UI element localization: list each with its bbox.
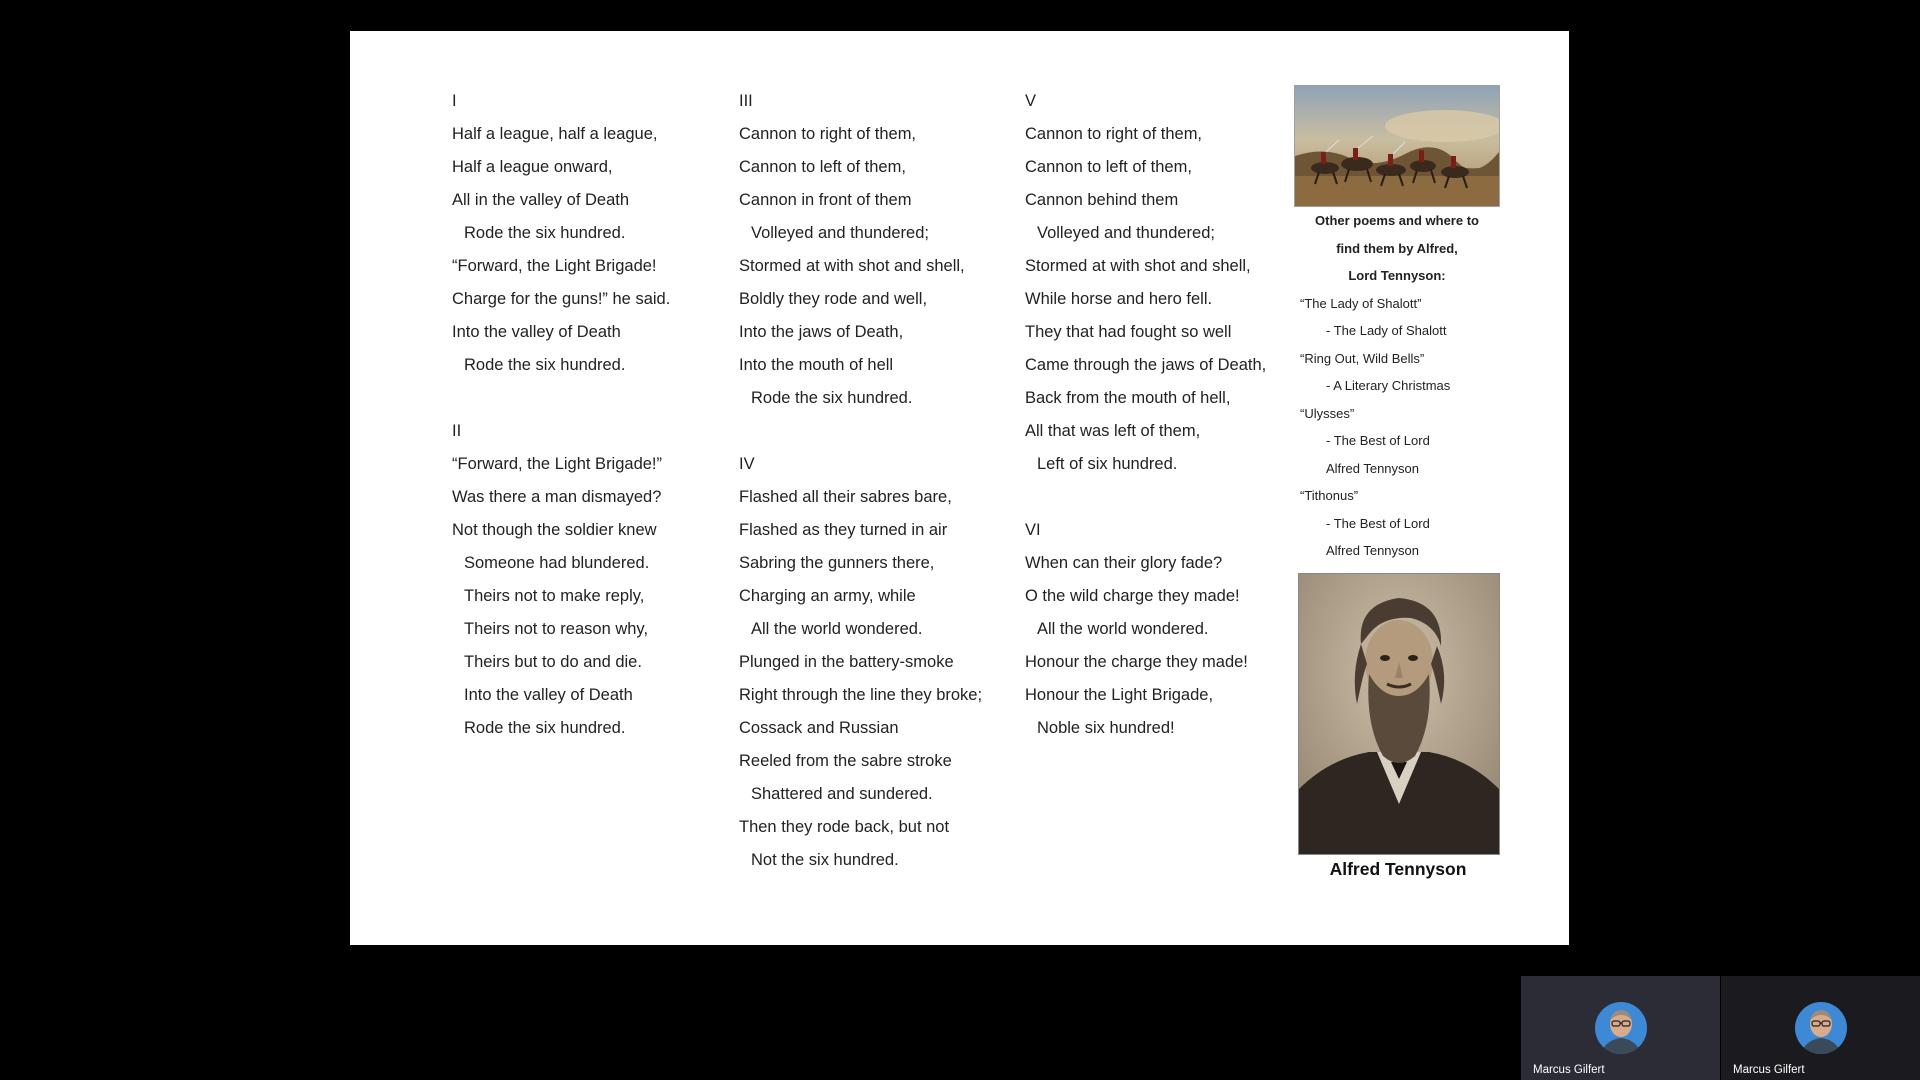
poem-line: Not though the soldier knew — [452, 521, 657, 539]
poem-line: VI — [1025, 521, 1041, 539]
poem-source: Alfred Tennyson — [1326, 460, 1419, 476]
poem-line: Flashed all their sabres bare, — [739, 488, 952, 506]
sidebar-poem-list — [1292, 290, 1502, 565]
poem-line: Stormed at with shot and shell, — [739, 257, 965, 275]
other-poems-sidebar — [1292, 207, 1502, 565]
shared-slide — [350, 31, 1569, 945]
participant-tile[interactable] — [1721, 976, 1920, 1080]
participant-name: Marcus Gilfert — [1733, 1064, 1805, 1076]
poem-title: “The Lady of Shalott” — [1300, 295, 1422, 311]
stanza-gap — [1025, 481, 1266, 514]
poem-line: Into the valley of Death — [452, 323, 621, 341]
sidebar-heading-line: Other poems and where to — [1315, 213, 1479, 228]
poem-line: Left of six hundred. — [1037, 455, 1178, 473]
poem-line: Then they rode back, but not — [739, 818, 950, 836]
poem-source: - The Best of Lord — [1326, 433, 1430, 448]
stanza-gap — [739, 415, 982, 448]
participant-tile[interactable] — [1521, 976, 1720, 1080]
poem-line: I — [452, 92, 457, 110]
participant-avatar — [1795, 1002, 1847, 1054]
poem-line: Half a league, half a league, — [452, 125, 658, 143]
sidebar-heading-line: Lord Tennyson: — [1348, 268, 1446, 283]
poem-line: Theirs not to reason why, — [464, 620, 649, 638]
poem-line: All the world wondered. — [1037, 620, 1209, 638]
poem-line: Charging an army, while — [739, 587, 916, 605]
poem-source: Alfred Tennyson — [1326, 543, 1419, 558]
poem-line: Flashed as they turned in air — [739, 521, 948, 539]
poem-line: IV — [739, 455, 755, 473]
poem-line: Not the six hundred. — [751, 851, 899, 869]
poem-line: Into the valley of Death — [464, 686, 633, 704]
poem-line: Into the mouth of hell — [739, 356, 894, 374]
poem-line: Theirs but to do and die. — [464, 653, 642, 671]
poem-line: O the wild charge they made! — [1025, 587, 1240, 605]
poem-line: Honour the Light Brigade, — [1025, 686, 1214, 704]
poem-line: Reeled from the sabre stroke — [739, 752, 952, 770]
poem-line: Came through the jaws of Death, — [1025, 356, 1267, 374]
poem-line: Cossack and Russian — [739, 719, 899, 737]
poem-line: All that was left of them, — [1025, 422, 1201, 440]
poem-line: III — [739, 92, 753, 110]
poem-line: When can their glory fade? — [1025, 554, 1223, 572]
poem-line: Rode the six hundred. — [464, 719, 626, 737]
sidebar-heading — [1292, 207, 1502, 290]
poem-line: Charge for the guns!” he said. — [452, 290, 671, 308]
poem-line: Volleyed and thundered; — [1037, 224, 1215, 242]
poem-line: Plunged in the battery-smoke — [739, 653, 954, 671]
poem-column-2 — [739, 85, 982, 877]
poem-line: Rode the six hundred. — [464, 224, 626, 242]
participant-avatar — [1595, 1002, 1647, 1054]
poem-line: Into the jaws of Death, — [739, 323, 904, 341]
poem-line: While horse and hero fell. — [1025, 290, 1213, 308]
poem-line: Rode the six hundred. — [464, 356, 626, 374]
poem-line: Was there a man dismayed? — [452, 488, 662, 506]
tennyson-portrait-image — [1298, 573, 1500, 855]
poem-line: Cannon to right of them, — [739, 125, 917, 143]
poem-line: Honour the charge they made! — [1025, 653, 1248, 671]
poem-line: Cannon to left of them, — [739, 158, 906, 176]
poem-line: Sabring the gunners there, — [739, 554, 935, 572]
poem-line: Noble six hundred! — [1037, 719, 1175, 737]
poem-line: Someone had blundered. — [464, 554, 650, 572]
poem-line: Right through the line they broke; — [739, 686, 983, 704]
poem-title: “Ulysses” — [1300, 405, 1355, 421]
poem-title: “Tithonus” — [1300, 488, 1359, 503]
poem-line: Cannon to left of them, — [1025, 158, 1192, 176]
poem-source: - A Literary Christmas — [1326, 378, 1451, 393]
poem-line: Cannon to right of them, — [1025, 125, 1203, 143]
participant-name: Marcus Gilfert — [1533, 1064, 1605, 1076]
sidebar-heading-line: find them by Alfred, — [1336, 240, 1458, 256]
poem-line: Cannon in front of them — [739, 191, 912, 209]
poem-column-1 — [452, 85, 670, 745]
poem-source: - The Best of Lord — [1326, 515, 1430, 531]
poem-line: Shattered and sundered. — [751, 785, 933, 803]
poem-line: V — [1025, 92, 1037, 110]
poem-line: Volleyed and thundered; — [751, 224, 929, 242]
poem-line: “Forward, the Light Brigade!” — [452, 455, 663, 473]
poem-source: - The Lady of Shalott — [1326, 323, 1447, 338]
portrait-caption: Alfred Tennyson — [1329, 859, 1467, 879]
poem-line: Cannon behind them — [1025, 191, 1179, 209]
poem-line: Boldly they rode and well, — [739, 290, 928, 308]
poem-line: II — [452, 422, 462, 440]
poem-line: Stormed at with shot and shell, — [1025, 257, 1251, 275]
poem-line: Rode the six hundred. — [751, 389, 913, 407]
poem-line: All the world wondered. — [751, 620, 923, 638]
poem-line: Half a league onward, — [452, 158, 613, 176]
poem-title: “Ring Out, Wild Bells” — [1300, 350, 1425, 366]
poem-column-3 — [1025, 85, 1266, 745]
charge-painting-image — [1294, 85, 1500, 207]
poem-line: Back from the mouth of hell, — [1025, 389, 1231, 407]
poem-line: They that had fought so well — [1025, 323, 1232, 341]
poem-line: Theirs not to make reply, — [464, 587, 645, 605]
poem-line: All in the valley of Death — [452, 191, 630, 209]
poem-line: “Forward, the Light Brigade! — [452, 257, 657, 275]
stanza-gap — [452, 382, 670, 415]
